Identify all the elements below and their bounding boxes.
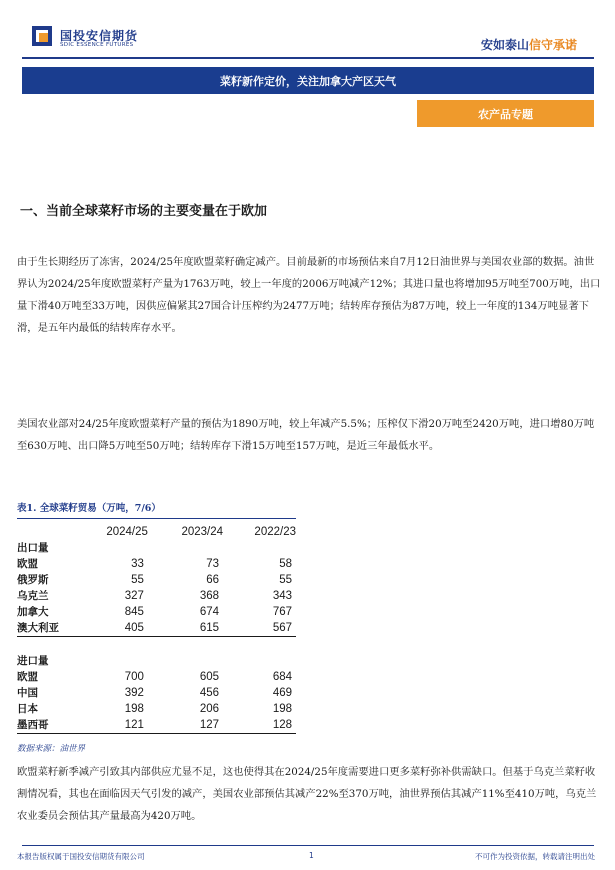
cell-value: 767 <box>272 606 292 618</box>
logo-text-en: SDIC ESSENCE FUTURES <box>60 42 134 48</box>
cell-value: 55 <box>279 574 292 586</box>
caption-divider <box>17 518 296 519</box>
import-section-label: 进口量 <box>17 655 49 667</box>
paragraph-2: 美国农业部对24/25年度欧盟菜籽产量的预估为1890万吨，较上年减产5.5%；压榨仅下滑20万吨至2420万吨，进口增80万吨至630万吨、出口降5万吨至50万吨；结转库存下滑15万吨至157万吨，是近三年最低水平。 <box>17 418 595 452</box>
report-category-tag: 农产品专题 <box>417 100 594 127</box>
table-row <box>17 717 296 734</box>
report-title-banner: 菜籽新作定价，关注加拿大产区天气 <box>22 67 594 94</box>
cell-value: 845 <box>124 606 144 618</box>
footer-copyright: 本报告版权属于国投安信期货有限公司 <box>17 852 145 861</box>
cell-value: 55 <box>131 574 144 586</box>
cell-value: 128 <box>223 717 296 734</box>
column-header <box>17 523 92 540</box>
row-label: 欧盟 <box>17 671 38 683</box>
paragraph-3: 欧盟菜籽新季减产引致其内部供应尤显不足，这也使得其在2024/25年度需要进口更多菜籽弥补供需缺口。但基于乌克兰菜籽收割情况看，其也在面临因天气引发的减产，美国农业部预估其减产22%至370万吨，油世界预估其减产11%至410万吨，乌克兰农业委员会预估其产量最高为420万吨。 <box>17 766 597 822</box>
table-row <box>17 620 296 637</box>
row-label: 墨西哥 <box>17 717 92 734</box>
footer-disclaimer: 不可作为投资依据，转载请注明出处 <box>475 852 595 861</box>
cell-value: 684 <box>272 671 292 683</box>
table-row <box>17 556 296 572</box>
table-row <box>17 701 296 717</box>
row-label: 俄罗斯 <box>17 574 49 586</box>
row-label: 澳大利亚 <box>17 620 92 637</box>
cell-value: 66 <box>206 574 220 586</box>
cell-value: 368 <box>199 590 220 602</box>
export-section-label: 出口量 <box>17 542 49 554</box>
table-row <box>17 604 296 620</box>
cell-value: 58 <box>279 558 292 570</box>
cell-value: 700 <box>124 671 144 683</box>
cell-value: 456 <box>199 687 220 699</box>
table-caption: 表1. 全球菜籽贸易（万吨，7/6） <box>17 503 161 514</box>
row-label: 中国 <box>17 687 38 699</box>
column-header: 2022/23 <box>254 525 296 538</box>
cell-value: 73 <box>206 558 220 570</box>
data-source-note: 数据来源：油世界 <box>17 744 86 754</box>
slogan-part2: 信守承诺 <box>528 38 577 52</box>
table-row <box>17 572 296 588</box>
cell-value: 567 <box>223 620 296 637</box>
cell-value: 33 <box>131 558 144 570</box>
cell-value: 121 <box>92 717 148 734</box>
column-header: 2023/24 <box>181 525 224 538</box>
table-spacer-row <box>17 637 296 654</box>
table-row <box>17 588 296 604</box>
row-label: 日本 <box>17 703 38 715</box>
footer-divider <box>22 845 594 846</box>
slogan-part1: 安如泰山 <box>480 38 529 52</box>
cell-value: 615 <box>148 620 223 637</box>
section-heading: 一、当前全球菜籽市场的主要变量在于欧加 <box>20 204 268 219</box>
table-row <box>17 669 296 685</box>
cell-value: 405 <box>92 620 148 637</box>
page-number: 1 <box>309 851 314 860</box>
cell-value: 605 <box>199 671 220 683</box>
header-divider <box>22 57 594 59</box>
cell-value: 469 <box>272 687 292 699</box>
company-logo-icon <box>32 26 52 46</box>
slogan <box>481 36 577 53</box>
row-label: 欧盟 <box>17 558 38 570</box>
column-header: 2024/25 <box>106 525 148 538</box>
row-label: 加拿大 <box>17 606 49 618</box>
table-section-row <box>17 540 296 556</box>
cell-value: 206 <box>199 703 220 715</box>
row-label: 乌克兰 <box>17 590 49 602</box>
trade-table <box>17 523 296 734</box>
table-header-row <box>17 523 296 540</box>
table-row <box>17 685 296 701</box>
table-section-row <box>17 653 296 669</box>
paragraph-1: 由于生长期经历了冻害，2024/25年度欧盟菜籽确定减产。目前最新的市场预估来自7月12日油世界与美国农业部的数据。油世界认为2024/25年度欧盟菜籽产量为1763万吨，较上一年度的2006万吨减产12%；其进口量也将增加95万吨至700万吨，出口量下滑40万吨至33万吨，因供应偏紧其27国合计压榨约为2477万吨；结转库存预估为87万吨，较上一年度的134万吨显著下滑，是五年内最低的结转库存水平。 <box>17 256 601 334</box>
cell-value: 198 <box>124 703 144 715</box>
cell-value: 343 <box>272 590 292 602</box>
cell-value: 127 <box>148 717 223 734</box>
cell-value: 327 <box>124 590 144 602</box>
cell-value: 198 <box>272 703 292 715</box>
cell-value: 392 <box>124 687 144 699</box>
cell-value: 674 <box>199 606 220 618</box>
logo-text-cn: 国投安信期货 <box>60 29 139 43</box>
